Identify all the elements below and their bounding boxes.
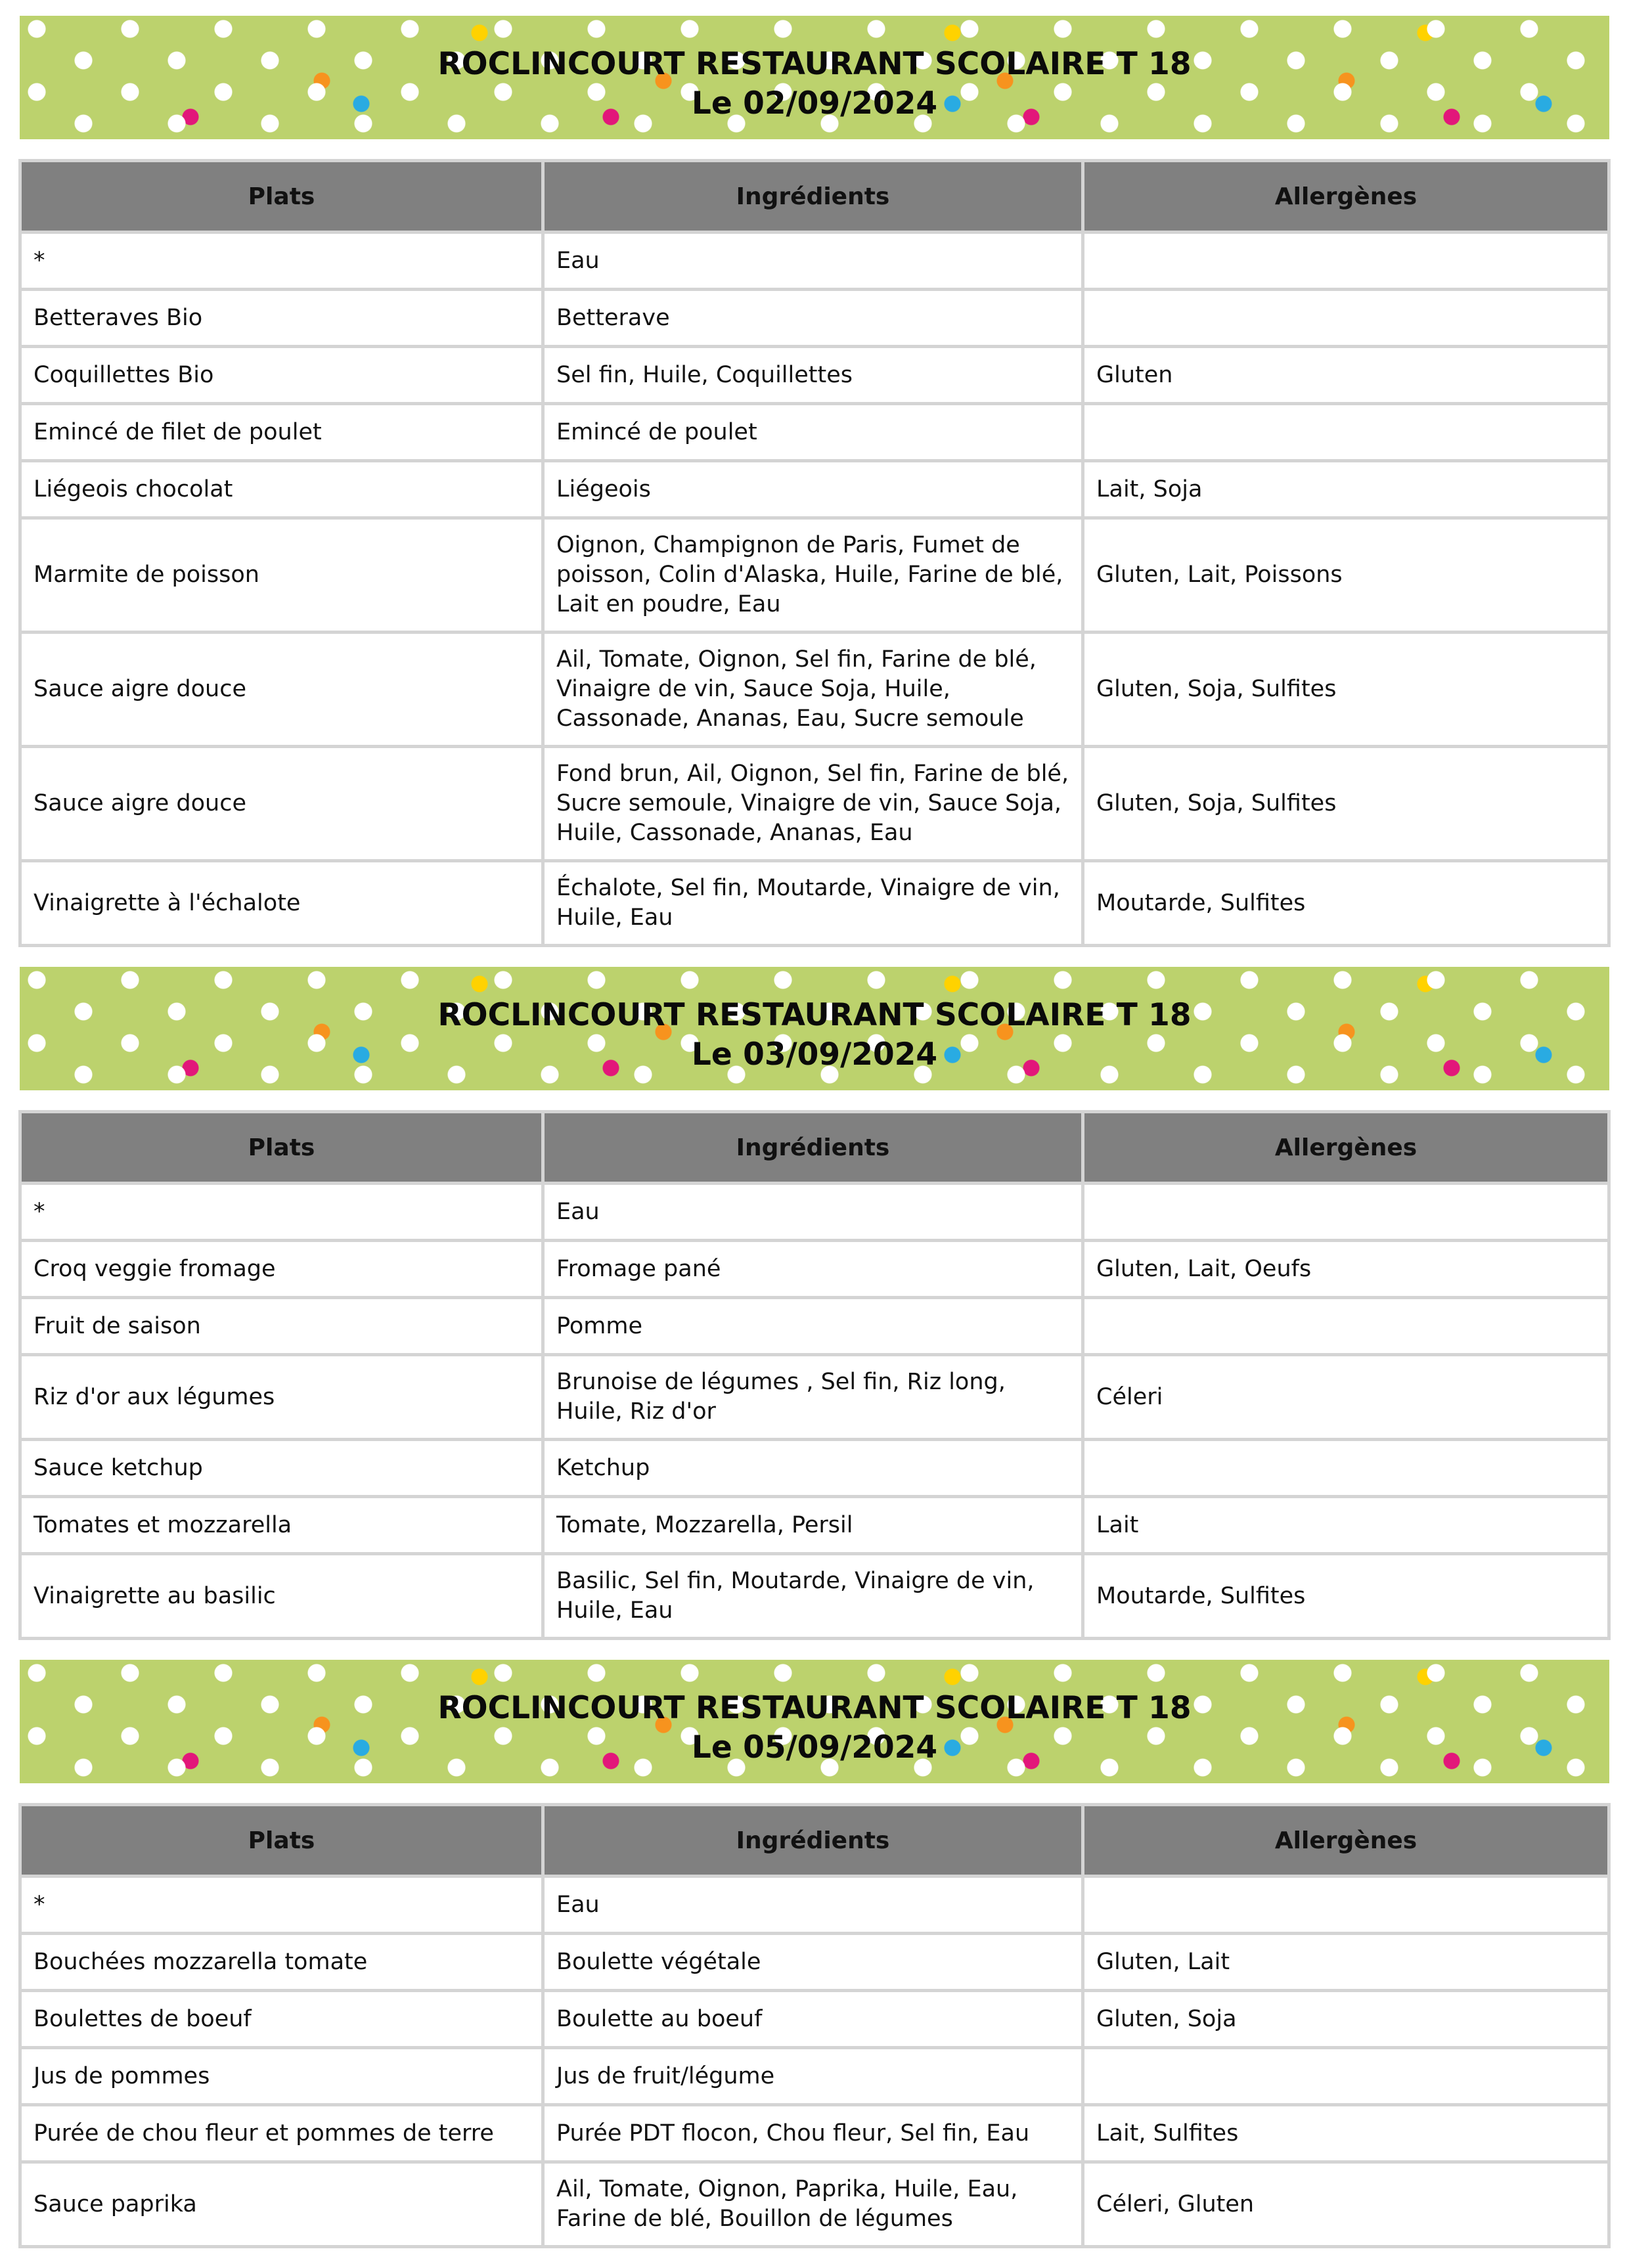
- menu-table: [18, 1110, 1611, 1640]
- table-row: [20, 233, 1609, 290]
- menu-date: Le 03/09/2024: [691, 1036, 938, 1073]
- table-row: [20, 633, 1609, 747]
- cell-plat: Emincé de filet de poulet: [20, 404, 543, 461]
- cell-ingredients: Eau: [543, 233, 1083, 290]
- cell-plat: Fruit de saison: [20, 1298, 543, 1355]
- table-row: [20, 347, 1609, 404]
- header-plats: Plats: [20, 161, 543, 233]
- cell-plat: *: [20, 1877, 543, 1934]
- cell-allergenes: Gluten: [1083, 347, 1609, 404]
- cell-plat: Vinaigrette à l'échalote: [20, 861, 543, 946]
- cell-plat: Sauce paprika: [20, 2162, 543, 2247]
- cell-ingredients: Boulette végétale: [543, 1934, 1083, 1991]
- header-ingredients: Ingrédients: [543, 161, 1083, 233]
- cell-plat: Vinaigrette au basilic: [20, 1554, 543, 1639]
- table-row: [20, 1877, 1609, 1934]
- banner-heading: [20, 1689, 1609, 1768]
- day-banner: [20, 1660, 1609, 1783]
- table-header-row: [20, 161, 1609, 233]
- cell-allergenes: [1083, 404, 1609, 461]
- cell-allergenes: [1083, 1877, 1609, 1934]
- cell-plat: Betteraves Bio: [20, 290, 543, 347]
- cell-ingredients: Sel fin, Huile, Coquillettes: [543, 347, 1083, 404]
- table-row: [20, 1355, 1609, 1440]
- cell-allergenes: [1083, 233, 1609, 290]
- cell-ingredients: Ail, Tomate, Oignon, Sel fin, Farine de blé, Vinaigre de vin, Sauce Soja, Huile, Cassonade, Ananas, Eau, Sucre semoule: [543, 633, 1083, 747]
- restaurant-title: ROCLINCOURT RESTAURANT SCOLAIRE T 18: [437, 46, 1192, 82]
- cell-allergenes: Lait: [1083, 1497, 1609, 1554]
- table-row: [20, 2162, 1609, 2247]
- cell-ingredients: Betterave: [543, 290, 1083, 347]
- menu-table: [18, 1803, 1611, 2248]
- cell-plat: Sauce aigre douce: [20, 633, 543, 747]
- cell-plat: Bouchées mozzarella tomate: [20, 1934, 543, 1991]
- cell-allergenes: Céleri, Gluten: [1083, 2162, 1609, 2247]
- cell-allergenes: Moutarde, Sulfites: [1083, 861, 1609, 946]
- table-row: [20, 861, 1609, 946]
- header-allergenes: Allergènes: [1083, 1805, 1609, 1877]
- banner-heading: [20, 996, 1609, 1075]
- header-plats: Plats: [20, 1112, 543, 1184]
- table-row: [20, 747, 1609, 861]
- table-row: [20, 518, 1609, 633]
- header-ingredients: Ingrédients: [543, 1112, 1083, 1184]
- cell-ingredients: Purée PDT flocon, Chou fleur, Sel fin, Eau: [543, 2105, 1083, 2162]
- cell-plat: Jus de pommes: [20, 2048, 543, 2105]
- header-allergenes: Allergènes: [1083, 1112, 1609, 1184]
- table-row: [20, 1298, 1609, 1355]
- table-row: [20, 1991, 1609, 2048]
- banner-heading: [20, 45, 1609, 123]
- cell-ingredients: Brunoise de légumes , Sel fin, Riz long, Huile, Riz d'or: [543, 1355, 1083, 1440]
- table-row: [20, 1184, 1609, 1241]
- cell-allergenes: Lait, Sulfites: [1083, 2105, 1609, 2162]
- table-row: [20, 2105, 1609, 2162]
- cell-plat: Coquillettes Bio: [20, 347, 543, 404]
- cell-plat: Tomates et mozzarella: [20, 1497, 543, 1554]
- cell-ingredients: Eau: [543, 1184, 1083, 1241]
- cell-ingredients: Ail, Tomate, Oignon, Paprika, Huile, Eau, Farine de blé, Bouillon de légumes: [543, 2162, 1083, 2247]
- cell-plat: Sauce ketchup: [20, 1440, 543, 1497]
- cell-allergenes: [1083, 1184, 1609, 1241]
- cell-ingredients: Emincé de poulet: [543, 404, 1083, 461]
- cell-plat: Marmite de poisson: [20, 518, 543, 633]
- cell-allergenes: Céleri: [1083, 1355, 1609, 1440]
- cell-ingredients: Oignon, Champignon de Paris, Fumet de poisson, Colin d'Alaska, Huile, Farine de blé, Lait en poudre, Eau: [543, 518, 1083, 633]
- table-row: [20, 1934, 1609, 1991]
- cell-ingredients: Ketchup: [543, 1440, 1083, 1497]
- cell-allergenes: Gluten, Soja, Sulfites: [1083, 747, 1609, 861]
- cell-ingredients: Eau: [543, 1877, 1083, 1934]
- restaurant-title: ROCLINCOURT RESTAURANT SCOLAIRE T 18: [437, 1690, 1192, 1726]
- cell-ingredients: Liégeois: [543, 461, 1083, 518]
- header-ingredients: Ingrédients: [543, 1805, 1083, 1877]
- cell-allergenes: Gluten, Lait, Poissons: [1083, 518, 1609, 633]
- menu-date: Le 05/09/2024: [691, 1729, 938, 1766]
- cell-ingredients: Fond brun, Ail, Oignon, Sel fin, Farine de blé, Sucre semoule, Vinaigre de vin, Sauce Soja, Huile, Cassonade, Ananas, Eau: [543, 747, 1083, 861]
- cell-allergenes: [1083, 290, 1609, 347]
- cell-allergenes: Gluten, Soja: [1083, 1991, 1609, 2048]
- table-header-row: [20, 1805, 1609, 1877]
- cell-plat: *: [20, 233, 543, 290]
- menu-table: [18, 159, 1611, 947]
- cell-allergenes: Gluten, Lait: [1083, 1934, 1609, 1991]
- day-banner: [20, 16, 1609, 139]
- cell-plat: *: [20, 1184, 543, 1241]
- cell-plat: Boulettes de boeuf: [20, 1991, 543, 2048]
- restaurant-title: ROCLINCOURT RESTAURANT SCOLAIRE T 18: [437, 997, 1192, 1033]
- cell-ingredients: Jus de fruit/légume: [543, 2048, 1083, 2105]
- header-allergenes: Allergènes: [1083, 161, 1609, 233]
- cell-allergenes: [1083, 1440, 1609, 1497]
- table-row: [20, 290, 1609, 347]
- cell-plat: Croq veggie fromage: [20, 1241, 543, 1298]
- table-row: [20, 404, 1609, 461]
- cell-plat: Riz d'or aux légumes: [20, 1355, 543, 1440]
- table-row: [20, 1554, 1609, 1639]
- table-row: [20, 1241, 1609, 1298]
- cell-plat: Purée de chou fleur et pommes de terre: [20, 2105, 543, 2162]
- cell-plat: Sauce aigre douce: [20, 747, 543, 861]
- cell-ingredients: Boulette au boeuf: [543, 1991, 1083, 2048]
- table-row: [20, 1440, 1609, 1497]
- cell-allergenes: [1083, 1298, 1609, 1355]
- cell-ingredients: Basilic, Sel fin, Moutarde, Vinaigre de vin, Huile, Eau: [543, 1554, 1083, 1639]
- cell-allergenes: Gluten, Lait, Oeufs: [1083, 1241, 1609, 1298]
- table-header-row: [20, 1112, 1609, 1184]
- cell-allergenes: Gluten, Soja, Sulfites: [1083, 633, 1609, 747]
- cell-allergenes: Lait, Soja: [1083, 461, 1609, 518]
- cell-ingredients: Tomate, Mozzarella, Persil: [543, 1497, 1083, 1554]
- table-row: [20, 1497, 1609, 1554]
- cell-ingredients: Fromage pané: [543, 1241, 1083, 1298]
- menu-sections: [20, 16, 1609, 2268]
- menu-date: Le 02/09/2024: [691, 85, 938, 122]
- cell-ingredients: Pomme: [543, 1298, 1083, 1355]
- cell-ingredients: Échalote, Sel fin, Moutarde, Vinaigre de vin, Huile, Eau: [543, 861, 1083, 946]
- table-row: [20, 2048, 1609, 2105]
- cell-allergenes: [1083, 2048, 1609, 2105]
- table-row: [20, 461, 1609, 518]
- day-banner: [20, 967, 1609, 1090]
- header-plats: Plats: [20, 1805, 543, 1877]
- cell-allergenes: Moutarde, Sulfites: [1083, 1554, 1609, 1639]
- cell-plat: Liégeois chocolat: [20, 461, 543, 518]
